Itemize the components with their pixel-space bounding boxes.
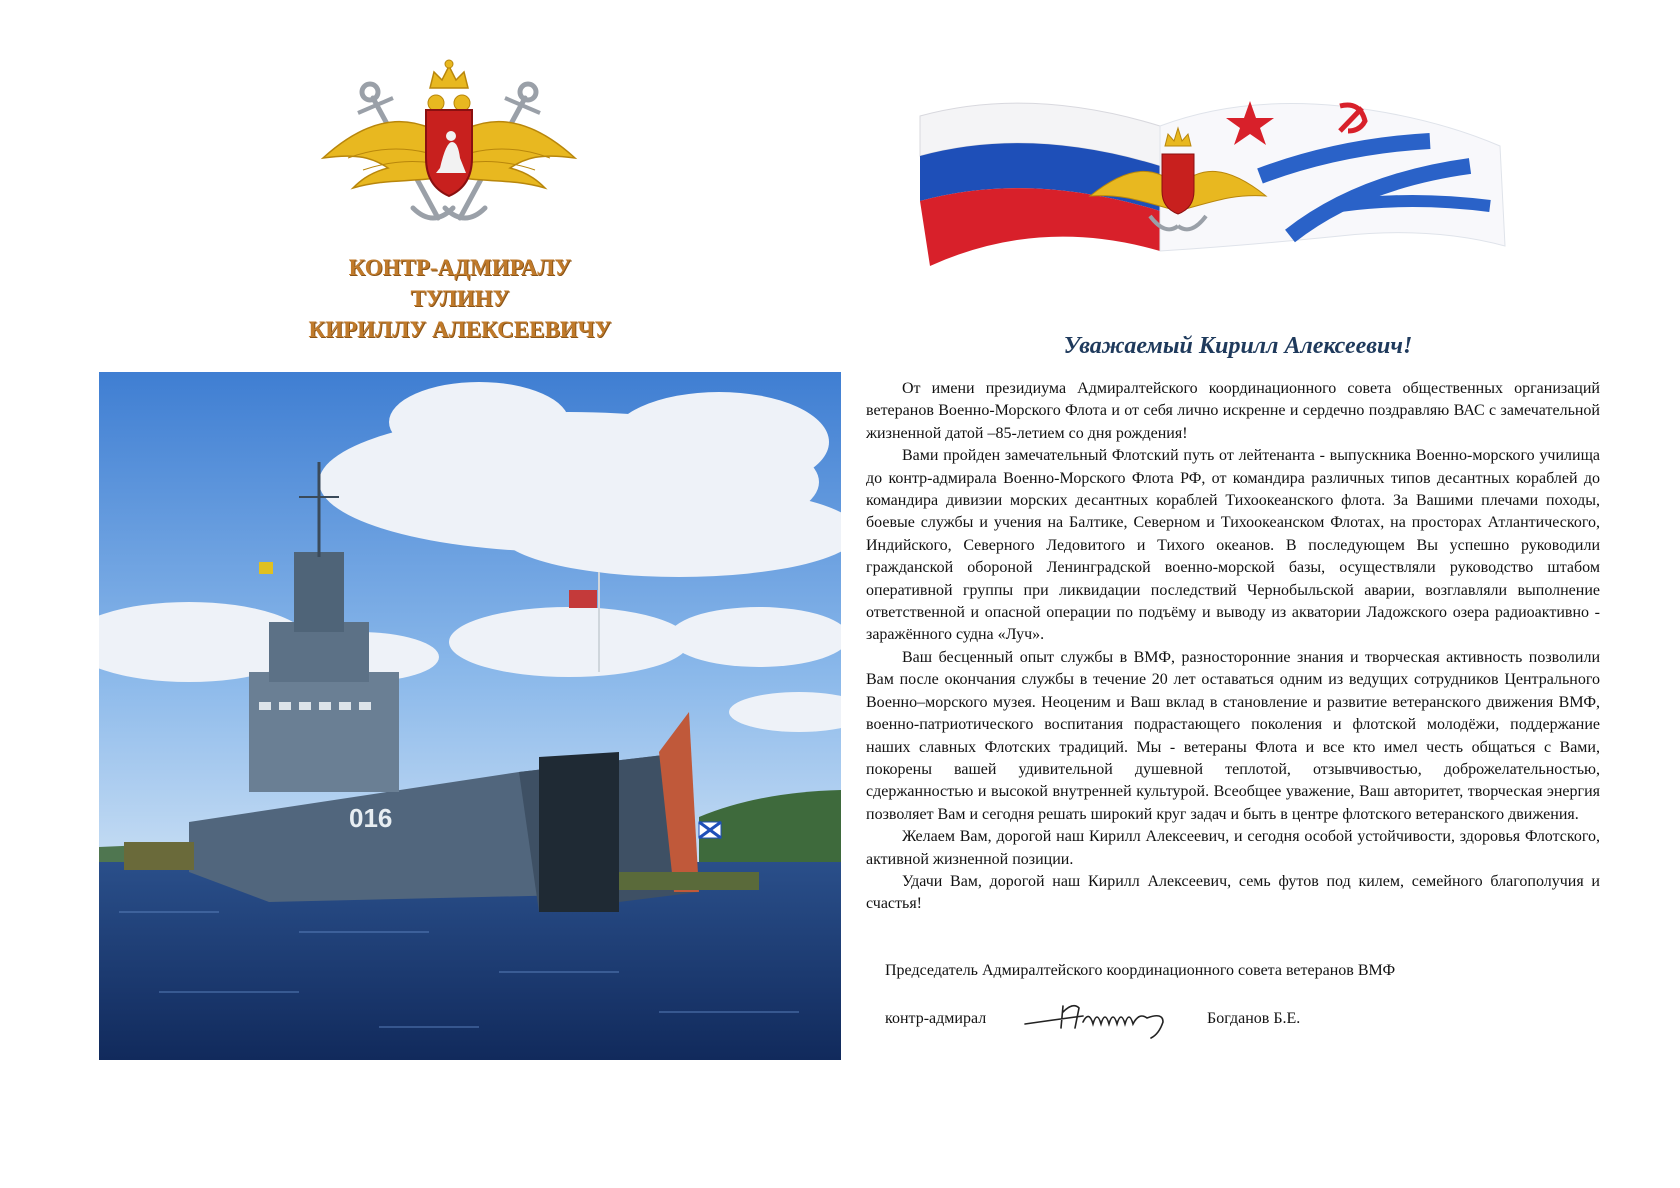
recipient-heading <box>220 252 700 345</box>
signatory-rank: контр-адмирал <box>885 1010 987 1027</box>
letter-paragraph: Ваш бесценный опыт службы в ВМФ, разносторонние знания и творческая активность позволили Вам после окончания службы в течение 20 лет оставаться одним из ведущих сотрудников Центрального Военно–морского музея. Неоценим и Ваш вклад в становление и развитие ветеранского движения ВМФ, военно-патриотического воспитания подрастающего поколения и флотской молодёжи, поддержание наших славных Флотских традиций. Мы - ветераны Флота и все кто имел честь общаться с Вами, покорены вашей удивительной душевной теплотой, отзывчивостью, доброжелательностью, сдержанностью и высокой внутренней культурой. Всеобщее уважение, Ваш авторитет, творческая энергия позволяет Вам и сегодня решать широкий круг задач и быть в центре флотского ветеранского движения. <box>866 648 1600 823</box>
signatory-title: Председатель Адмиралтейского координационного совета ветеранов ВМФ <box>885 962 1396 979</box>
recipient-name: КИРИЛЛУ АЛЕКСЕЕВИЧУ <box>308 317 612 342</box>
recipient-rank: КОНТР-АДМИРАЛУ <box>348 255 572 280</box>
landing-ship-photo <box>99 372 841 1060</box>
letter-paragraph: Желаем Вам, дорогой наш Кирилл Алексеевич, и сегодня особой устойчивости, здоровья Флотского, активной жизненной позиции. <box>866 828 1600 868</box>
letter-paragraph: От имени президиума Адмиралтейского координационного совета общественных организаций ветеранов Военно-Морского Флота и от себя лично искренне и сердечно поздравляю ВАС с замечательной жизненной датой –85-летием со дня рождения! <box>866 380 1600 442</box>
letter-body <box>866 378 1600 916</box>
signatory-name: Богданов Б.Е. <box>1207 1010 1301 1027</box>
navy-emblem-icon <box>318 58 580 230</box>
handwritten-signature-icon <box>1023 998 1171 1042</box>
recipient-surname: ТУЛИНУ <box>410 286 510 311</box>
salutation: Уважаемый Кирилл Алексеевич! <box>1063 333 1413 359</box>
signature-block <box>885 962 1605 1042</box>
letter-paragraph: Вами пройден замечательный Флотский путь от лейтенанта - выпускника Военно-морского училища до контр-адмирала Военно-Морского Флота РФ, от командира различных типов десантных кораблей до командира дивизии морских десантных кораблей Тихоокеанского флота. За Вашими плечами походы, боевые службы и учения на Балтике, Северном и Тихоокеанском Флотах, на просторах Атлантического, Индийского, Северного Ледовитого и Тихого океанов. В последующем Вы успешно руководили гражданской обороной Ленинградской военно-морской базы, осуществляли руководство штабом оперативной группы при ликвидации последствий Чернобыльской аварии, возглавляли выполнение ответственной и опасной операции по подъёму и выводу из акватории Ладожского озера радиоактивно - заражённого судна «Луч». <box>866 447 1600 644</box>
signature-row <box>885 998 1605 1042</box>
letter-paragraph: Удачи Вам, дорогой наш Кирилл Алексеевич, семь футов под килем, семейного благополучия и счастья! <box>866 872 1600 913</box>
hull-number: 016 <box>349 803 393 833</box>
flag-banner-icon <box>910 86 1515 286</box>
